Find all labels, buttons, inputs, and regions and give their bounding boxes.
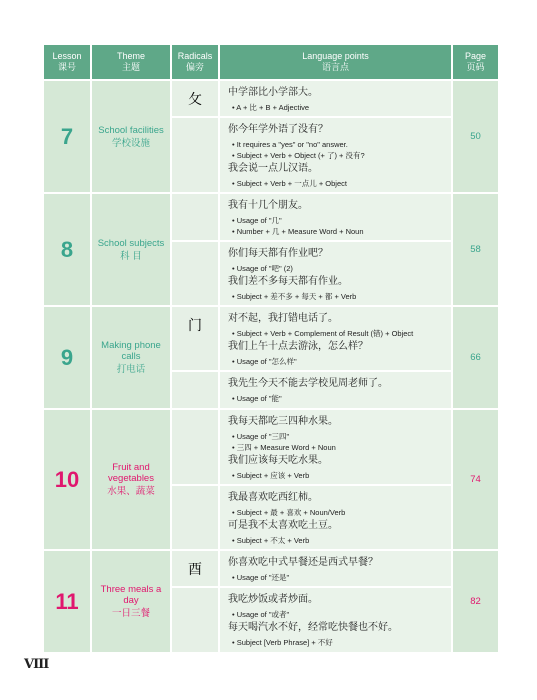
grammar-point: • 三四 + Measure Word + Noun: [232, 443, 336, 452]
lesson-number: 11: [43, 550, 91, 653]
grammar-point: • Usage of "三四": [232, 432, 290, 441]
lesson-theme: [91, 550, 171, 653]
header-page: Page 页码: [452, 44, 499, 80]
lesson-number: 8: [43, 193, 91, 306]
radical-cell: [171, 485, 219, 550]
lesson-number: 7: [43, 80, 91, 193]
example-sentence: 我们上午十点去游泳，怎么样？: [228, 341, 368, 352]
grammar-point: • Subject + 不太 + Verb: [232, 536, 310, 545]
example-sentence: 你今年学外语了没有？: [228, 124, 328, 135]
theme-en: School facilities: [98, 124, 164, 136]
radical-cell: [171, 193, 219, 241]
grammar-point: • Subject + 应该 + Verb: [232, 471, 310, 480]
lesson-row: [43, 80, 499, 117]
page-ref: 74: [452, 409, 499, 550]
language-points-cell: [219, 80, 452, 117]
radical-cell: 门: [171, 306, 219, 371]
page-number: VIII: [24, 657, 49, 672]
example-sentence: 你们每天都有作业吧？: [228, 248, 328, 259]
lesson-number: 9: [43, 306, 91, 409]
page-ref: 66: [452, 306, 499, 409]
example-sentence: 我们差不多每天都有作业。: [228, 276, 348, 287]
syllabus-table: [42, 43, 500, 654]
radical-cell: [171, 117, 219, 193]
radical-cell: 酉: [171, 550, 219, 587]
radical-cell: [171, 241, 219, 306]
example-sentence: 我最喜欢吃西红柿。: [228, 492, 318, 503]
radical-cell: 攵: [171, 80, 219, 117]
lesson-row: [43, 550, 499, 587]
lesson-number: 10: [43, 409, 91, 550]
lesson-row: [43, 193, 499, 241]
grammar-point: • Number + 几 + Measure Word + Noun: [232, 227, 364, 236]
grammar-point: • It requires a "yes" or "no" answer.: [232, 140, 348, 149]
example-sentence: 我吃炒饭或者炒面。: [228, 594, 318, 605]
example-sentence: 我先生今天不能去学校见周老师了。: [228, 378, 388, 389]
example-sentence: 我有十几个朋友。: [228, 200, 308, 211]
table-header-row: [43, 44, 499, 80]
radical-cell: [171, 587, 219, 653]
language-points-cell: [219, 371, 452, 409]
grammar-point: • Usage of "几": [232, 216, 282, 225]
radical-cell: [171, 371, 219, 409]
grammar-point: • Usage of "能": [232, 394, 282, 403]
grammar-point: • Subject + Verb + Object (+ 了) + 没有?: [232, 151, 365, 160]
example-sentence: 对不起，我打错电话了。: [228, 313, 338, 324]
theme-cn: 学校设施: [111, 137, 150, 149]
theme-en: Fruit and vegetables: [108, 462, 154, 484]
language-points-cell: [219, 306, 452, 371]
example-sentence: 我会说一点儿汉语。: [228, 163, 318, 174]
language-points-cell: [219, 550, 452, 587]
lesson-theme: [91, 80, 171, 193]
example-sentence: 中学部比小学部大。: [228, 87, 318, 98]
grammar-point: • Subject [Verb Phrase] + 不好: [232, 638, 333, 647]
lesson-theme: [91, 193, 171, 306]
theme-en: Making phone calls: [101, 340, 161, 362]
page-ref: 50: [452, 80, 499, 193]
example-sentence: 可是我不太喜欢吃土豆。: [228, 520, 338, 531]
lesson-row: [43, 409, 499, 485]
grammar-point: • Usage of "怎么样": [232, 357, 297, 366]
language-points-cell: [219, 193, 452, 241]
grammar-point: • Usage of "或者": [232, 610, 290, 619]
example-sentence: 我每天都吃三四种水果。: [228, 416, 338, 427]
header-lesson: Lesson 课号: [43, 44, 91, 80]
radical-cell: [171, 409, 219, 485]
lesson-row: [43, 306, 499, 371]
theme-cn: 水果、蔬菜: [107, 486, 155, 497]
language-points-cell: [219, 485, 452, 550]
grammar-point: • Subject + 最 + 喜欢 + Noun/Verb: [232, 508, 346, 517]
lesson-theme: [91, 409, 171, 550]
theme-en: Three meals a day: [100, 584, 162, 606]
example-sentence: 我们应该每天吃水果。: [228, 455, 328, 466]
page-ref: 58: [452, 193, 499, 306]
grammar-point: • Usage of "吧" (2): [232, 264, 293, 273]
theme-cn: 科 目: [120, 250, 142, 262]
language-points-cell: [219, 117, 452, 193]
language-points-cell: [219, 587, 452, 653]
theme-en: School subjects: [97, 237, 165, 249]
grammar-point: • Subject + 差不多 + 每天 + 都 + Verb: [232, 292, 357, 301]
example-sentence: 你喜欢吃中式早餐还是西式早餐？: [228, 557, 378, 568]
theme-cn: 打电话: [116, 364, 146, 375]
language-points-cell: [219, 409, 452, 485]
language-points-cell: [219, 241, 452, 306]
header-theme: Theme 主题: [91, 44, 171, 80]
example-sentence: 每天喝汽水不好，经常吃快餐也不好。: [228, 622, 398, 633]
header-radicals: Radicals 偏旁: [171, 44, 219, 80]
lesson-theme: [91, 306, 171, 409]
grammar-point: • Usage of "还是": [232, 573, 290, 582]
header-language-points: Language points 语言点: [219, 44, 452, 80]
theme-cn: 一日三餐: [111, 608, 150, 619]
page-ref: 82: [452, 550, 499, 653]
grammar-point: • A + 比 + B + Adjective: [232, 103, 310, 112]
grammar-point: • Subject + Verb + 一点儿 + Object: [232, 179, 347, 188]
grammar-point: • Subject + Verb + Complement of Result (错) + Object: [232, 329, 414, 338]
